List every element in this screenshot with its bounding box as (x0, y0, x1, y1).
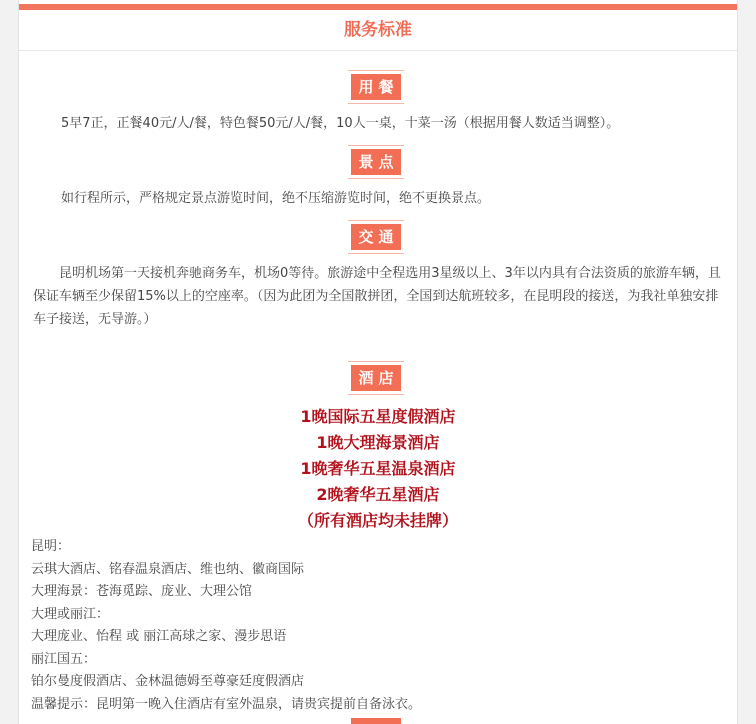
hotel-detail-line: 云琪大酒店、铭春温泉酒店、维也纳、徽商国际 (31, 561, 305, 577)
hotel-detail-line: 丽江国五： (31, 651, 97, 667)
hotel-highlight: 1晚国际五星度假酒店 (300, 407, 456, 426)
hotel-detail-line: 大理或丽江： (31, 606, 110, 622)
service-standard-panel (18, 0, 738, 724)
hotel-highlight-note: （所有酒店均未挂牌） (297, 511, 458, 530)
hotel-highlights (19, 404, 737, 534)
hotel-details (31, 536, 731, 716)
hotel-tip: 温馨提示：昆明第一晚入住酒店有室外温泉，请贵宾提前自备泳衣。 (31, 696, 422, 712)
hotel-detail-line: 铂尔曼度假酒店、金林温德姆至尊豪廷度假酒店 (31, 674, 305, 689)
sights-description: 如行程所示，严格规定景点游览时间，绝不压缩游览时间，绝不更换景点。 (61, 191, 491, 206)
hotel-highlight: 1晚大理海景酒店 (316, 433, 440, 452)
hotel-detail-line: 昆明： (31, 539, 71, 554)
hotel-detail-line: 大理海景：苍海觅踪、庞业、大理公馆 (31, 584, 253, 599)
hotel-detail-line: 大理庞业、怡程 或 丽江高球之家、漫步思语 (31, 629, 287, 644)
next-tag-stub (351, 718, 401, 724)
tag-meals: 用餐 (351, 74, 401, 100)
tag-transport: 交通 (351, 224, 401, 250)
tag-sights: 景点 (351, 149, 401, 175)
transport-description: 昆明机场第一天接机奔驰商务车，机场0等待。旅游途中全程选用3星级以上、3年以内具有合法资质的旅游车辆，且保证车辆至少保留15%以上的空座率。（因为此团为全国散拼团，全国到达航班较多，在昆明段的接送，为我社单独安排车子接送，无导游。） (33, 266, 721, 327)
tag-hotel: 酒店 (351, 365, 401, 391)
section-title: 服务标准 (19, 10, 737, 51)
hotel-highlight: 1晚奢华五星温泉酒店 (300, 459, 456, 478)
meals-description: 5早7正，正餐40元/人/餐，特色餐50元/人/餐，10人一桌，十菜一汤（根据用餐人数适当调整）。 (61, 116, 620, 131)
hotel-highlight: 2晚奢华五星酒店 (316, 485, 440, 504)
